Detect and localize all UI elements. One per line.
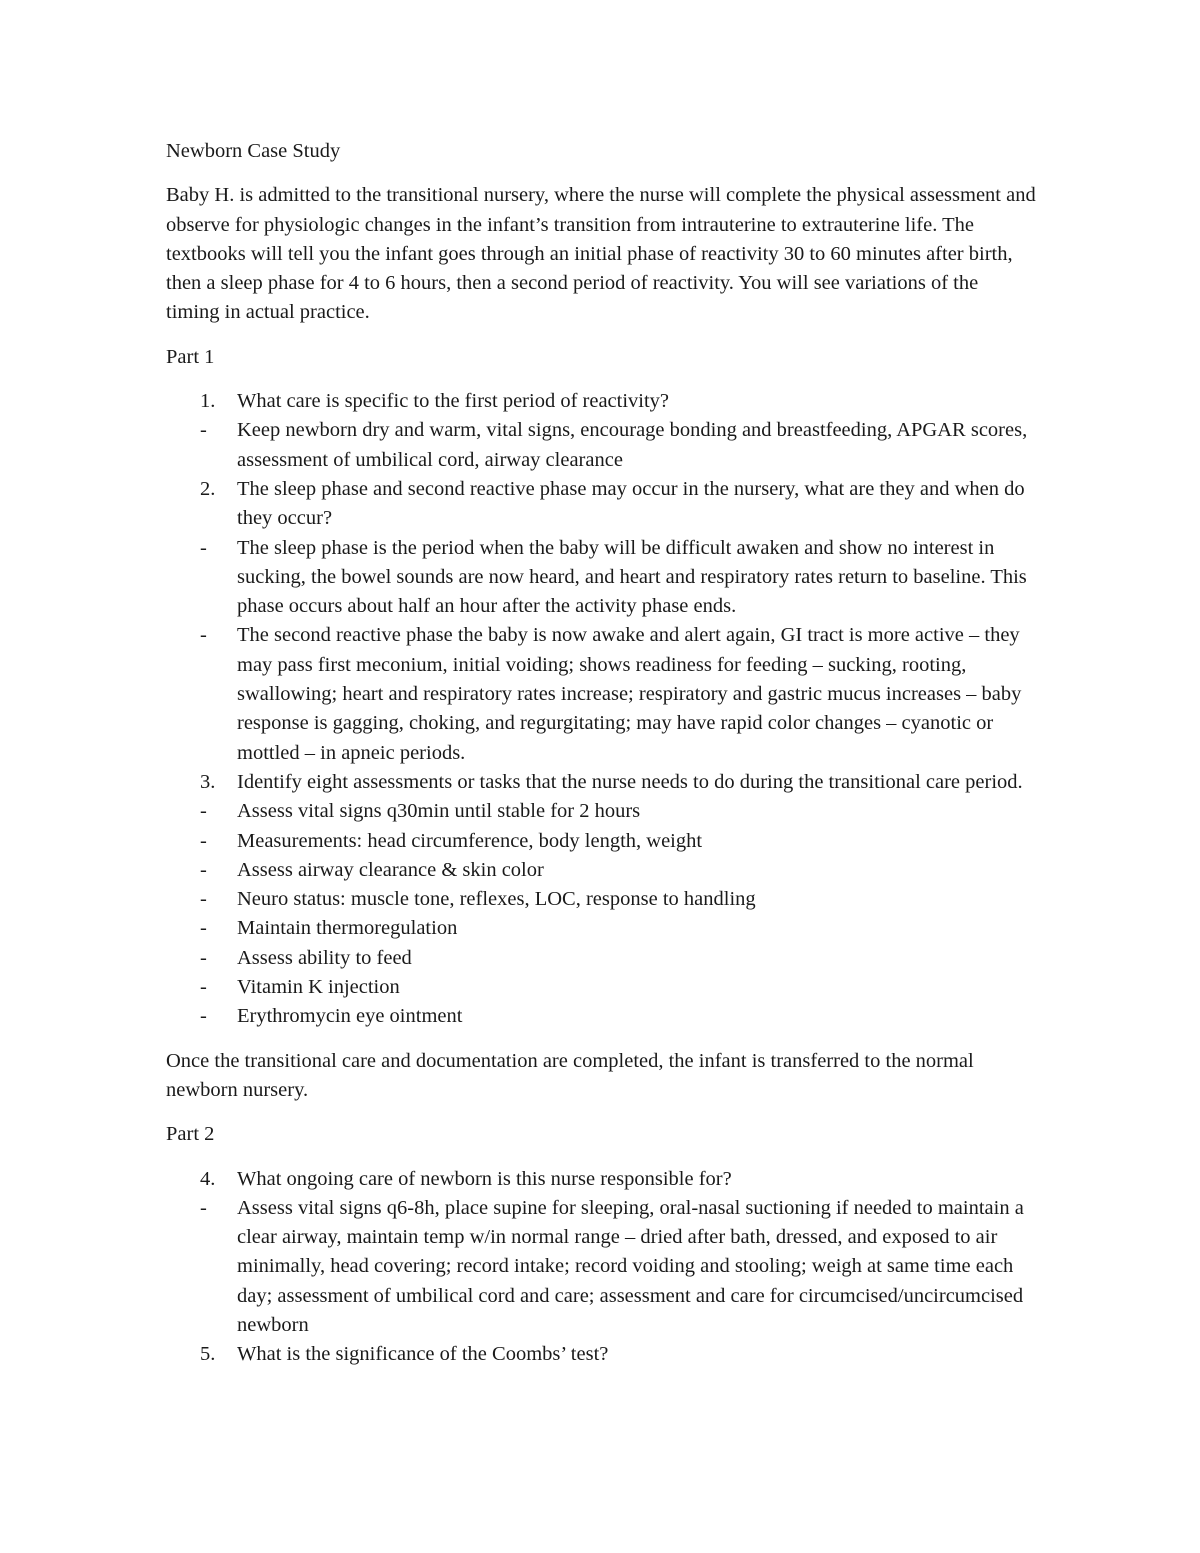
dash-marker: -: [200, 624, 207, 647]
list-marker: 2.: [200, 477, 216, 500]
dash-marker: -: [200, 536, 207, 559]
answer-text: Vitamin K injection: [237, 976, 400, 999]
answer-3-item: [166, 914, 1036, 943]
dash-marker: -: [200, 1196, 207, 1219]
answer-2-sleep-phase: [166, 534, 1036, 622]
question-text: The sleep phase and second reactive phase may occur in the nursery, what are they and when do they occur?: [237, 477, 1025, 530]
document-title: Newborn Case Study: [166, 140, 341, 162]
question-text: What ongoing care of newborn is this nurse responsible for?: [237, 1167, 732, 1190]
answer-text: Assess airway clearance & skin color: [237, 858, 544, 881]
answer-1: [166, 416, 1036, 475]
document-page: [166, 137, 1036, 1370]
dash-marker: -: [200, 917, 207, 940]
part-2-list: [166, 1165, 1036, 1370]
question-5: [166, 1340, 1036, 1369]
answer-text: Keep newborn dry and warm, vital signs, encourage bonding and breastfeeding, APGAR scores, assessment of umbilical cord, airway clearance: [237, 419, 1028, 471]
answer-3-item: [166, 827, 1036, 856]
list-marker: 5.: [200, 1343, 216, 1366]
dash-marker: -: [200, 800, 207, 823]
answer-2-second-reactive-phase: [166, 621, 1036, 767]
question-text: What is the significance of the Coombs’ test?: [237, 1343, 609, 1366]
answer-3-item: [166, 973, 1036, 1002]
part-1-list: [166, 387, 1036, 1032]
transfer-paragraph: Once the transitional care and documentation are completed, the infant is transferred to the normal newborn nursery.: [166, 1049, 974, 1101]
intro-paragraph: Baby H. is admitted to the transitional nursery, where the nurse will complete the physical assessment and observe for physiologic changes in the infant’s transition from intrauterine to extrauterine life. The textbooks will tell you the infant goes through an initial phase of reactivity 30 to 60 minutes after birth, then a sleep phase for 4 to 6 hours, then a second period of reactivity. You will see variations of the timing in actual practice.: [166, 184, 1036, 324]
part-1-heading: Part 1: [166, 345, 215, 368]
list-marker: 3.: [200, 770, 216, 793]
question-1: [166, 387, 1036, 416]
answer-text: Assess vital signs q30min until stable for 2 hours: [237, 800, 641, 823]
answer-3-item: [166, 944, 1036, 973]
question-2: [166, 475, 1036, 534]
part-2-heading: Part 2: [166, 1123, 215, 1146]
dash-marker: -: [200, 946, 207, 969]
question-4: [166, 1165, 1036, 1194]
dash-marker: -: [200, 888, 207, 911]
answer-text: The second reactive phase the baby is now awake and alert again, GI tract is more active – they may pass first meconium, initial voiding; shows readiness for feeding – sucking, rooting, swallowing; heart and respiratory rates increase; respiratory and gastric mucus increases – baby response is gagging, choking, and regurgitating; may have rapid color changes – cyanotic or mottled – in apneic periods.: [237, 624, 1022, 764]
answer-text: Assess vital signs q6-8h, place supine for sleeping, oral-nasal suctioning if needed to maintain a clear airway, maintain temp w/in normal range – dried after bath, dressed, and exposed to air minimally, head covering; record intake; record voiding and stooling; weigh at same time each day; assessment of umbilical cord and care; assessment and care for circumcised/uncircumcised newborn: [237, 1196, 1024, 1336]
answer-3-item: [166, 797, 1036, 826]
list-marker: 4.: [200, 1167, 216, 1190]
answer-text: Erythromycin eye ointment: [237, 1005, 463, 1028]
dash-marker: -: [200, 1005, 207, 1028]
answer-text: Measurements: head circumference, body length, weight: [237, 829, 703, 852]
dash-marker: -: [200, 829, 207, 852]
answer-3-item: [166, 856, 1036, 885]
answer-text: The sleep phase is the period when the baby will be difficult awaken and show no interest in sucking, the bowel sounds are now heard, and heart and respiratory rates return to baseline. This phase occurs about half an hour after the activity phase ends.: [237, 536, 1027, 618]
dash-marker: -: [200, 858, 207, 881]
answer-3-item: [166, 885, 1036, 914]
dash-marker: -: [200, 419, 207, 442]
list-marker: 1.: [200, 390, 216, 413]
question-3: [166, 768, 1036, 797]
question-text: Identify eight assessments or tasks that the nurse needs to do during the transitional care period.: [237, 770, 1023, 793]
answer-4: [166, 1194, 1036, 1340]
answer-3-item: [166, 1002, 1036, 1031]
dash-marker: -: [200, 976, 207, 999]
answer-text: Neuro status: muscle tone, reflexes, LOC, response to handling: [237, 888, 756, 911]
answer-text: Maintain thermoregulation: [237, 917, 458, 940]
answer-text: Assess ability to feed: [237, 946, 412, 969]
question-text: What care is specific to the first period of reactivity?: [237, 390, 670, 413]
